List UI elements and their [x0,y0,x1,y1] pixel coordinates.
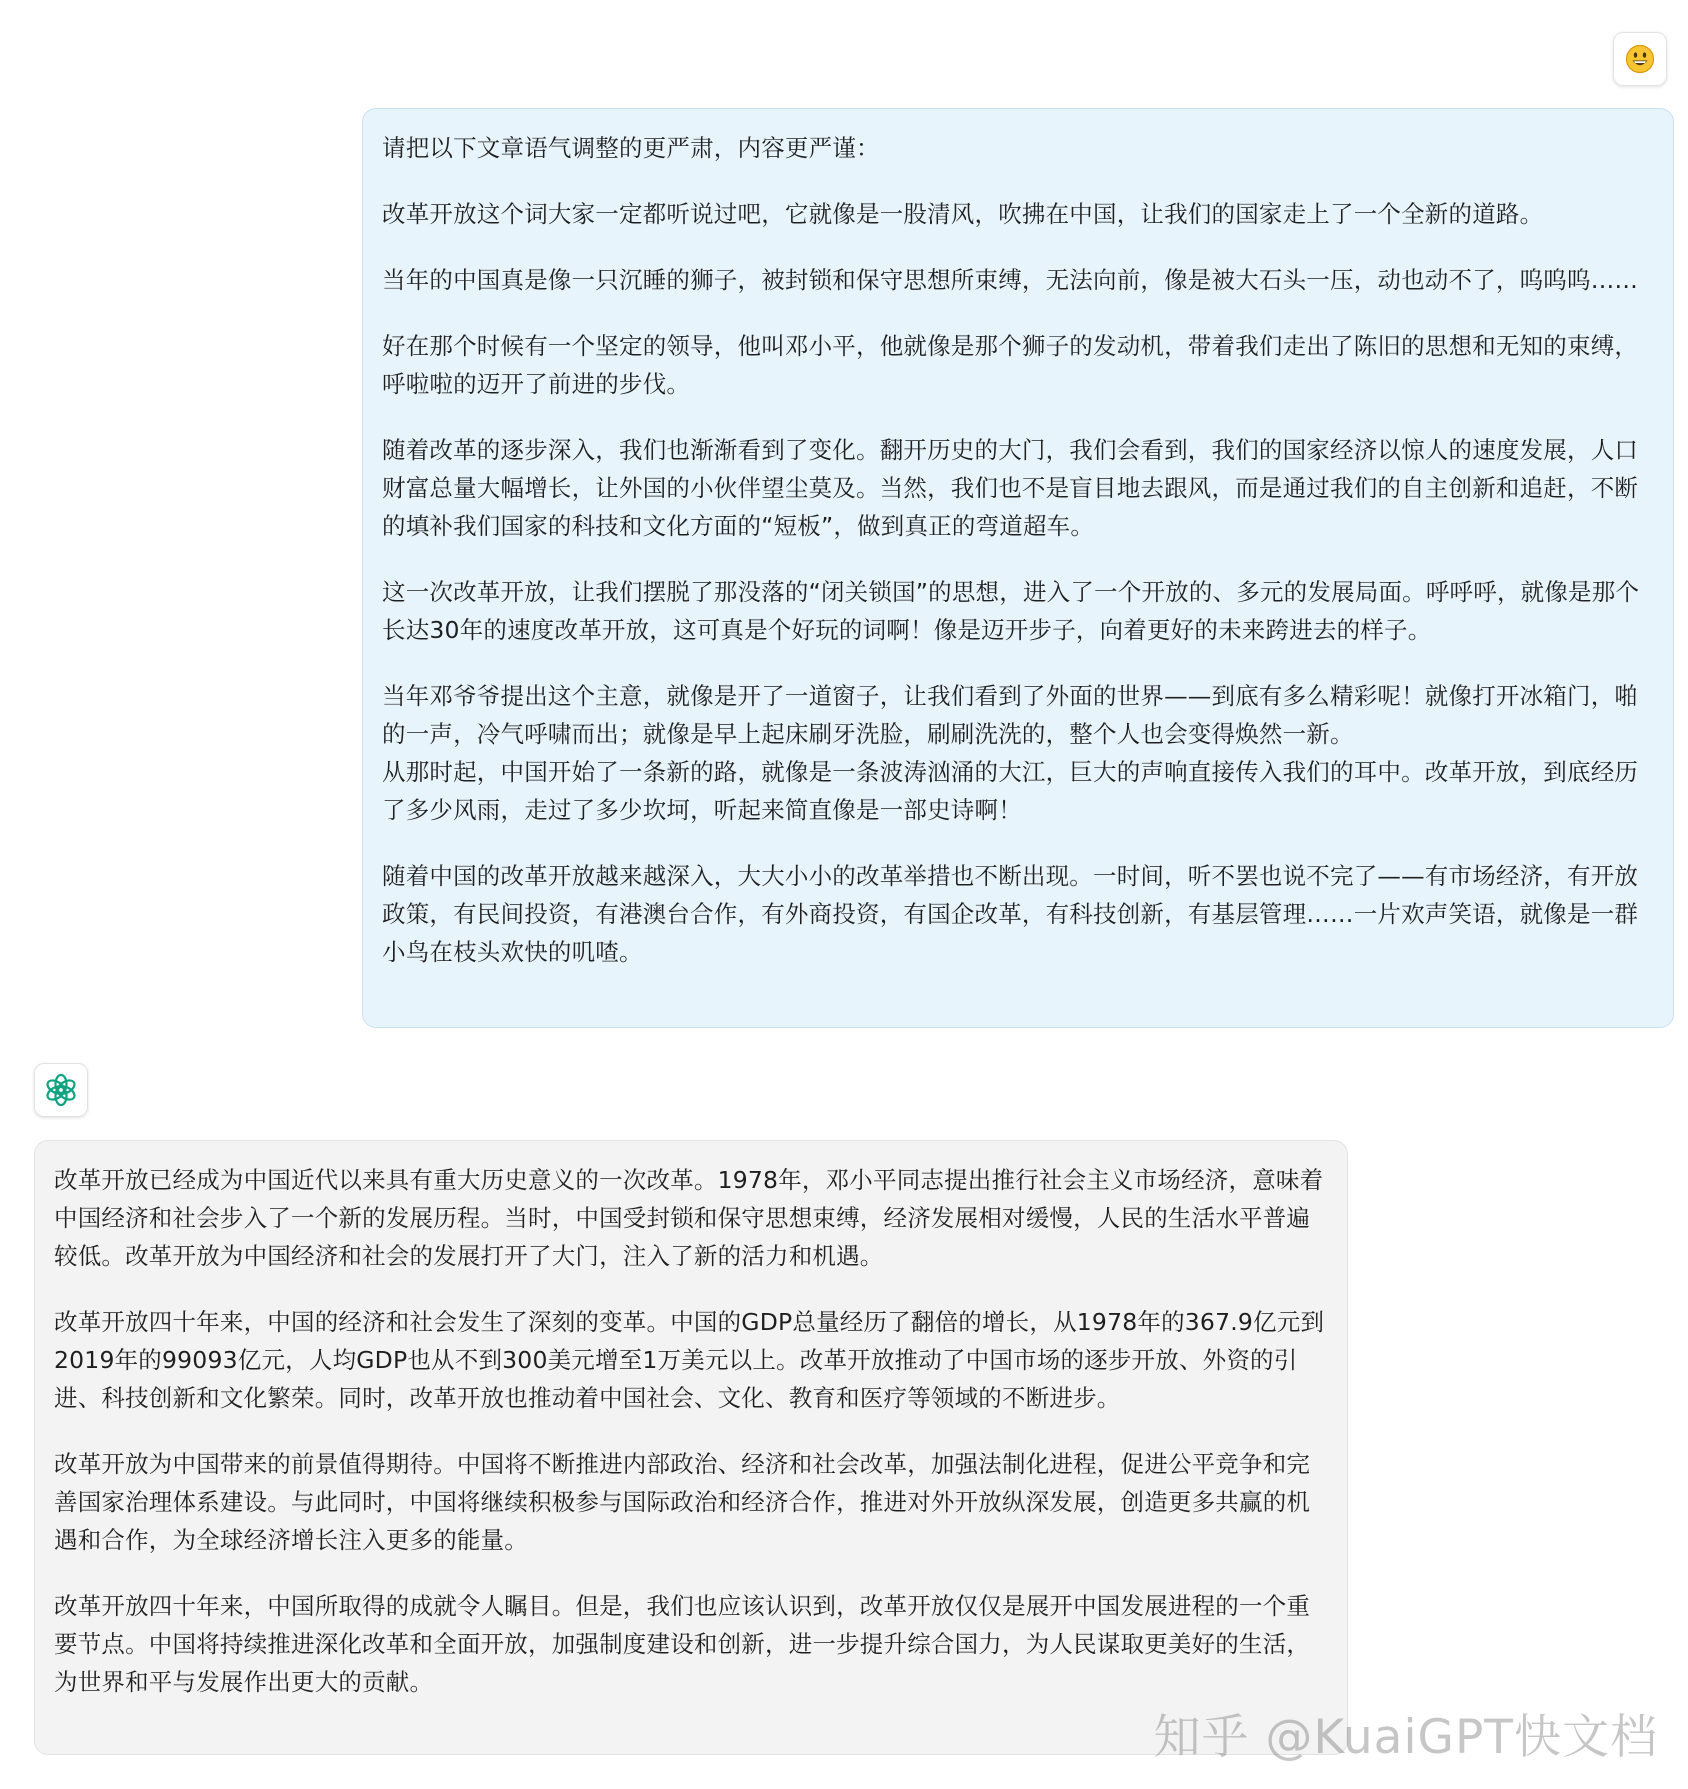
assistant-message-paragraph: 改革开放四十年来，中国所取得的成就令人瞩目。但是，我们也应该认识到，改革开放仅仅是展开中国发展进程的一个重要节点。中国将持续推进深化改革和全面开放，加强制度建设和创新，进一步提升综合国力，为人民谋取更美好的生活，为世界和平与发展作出更大的贡献。 [54,1592,1311,1696]
user-message-paragraph: 随着中国的改革开放越来越深入，大大小小的改革举措也不断出现。一时间，听不罢也说不完了——有市场经济，有开放政策，有民间投资，有港澳台合作，有外商投资，有国企改革，有科技创新，有基层管理……一片欢声笑语，就像是一群小鸟在枝头欢快的叽喳。 [382,862,1639,966]
smiley-emoji-icon [1625,44,1655,74]
user-message-paragraph: 好在那个时候有一个坚定的领导，他叫邓小平，他就像是那个狮子的发动机，带着我们走出了陈旧的思想和无知的束缚，呼啦啦的迈开了前进的步伐。 [382,332,1639,398]
user-message-paragraph: 从那时起，中国开始了一条新的路，就像是一条波涛汹涌的大江，巨大的声响直接传入我们的耳中。改革开放，到底经历了多少风雨，走过了多少坎坷，听起来简直像是一部史诗啊！ [382,758,1639,824]
assistant-message [34,1140,1348,1755]
assistant-message-paragraph: 改革开放四十年来，中国的经济和社会发生了深刻的变革。中国的GDP总量经历了翻倍的增长，从1978年的367.9亿元到2019年的99093亿元，人均GDP也从不到300美元增至1万美元以上。改革开放推动了中国市场的逐步开放、外资的引进、科技创新和文化繁荣。同时，改革开放也推动着中国社会、文化、教育和医疗等领域的不断进步。 [54,1308,1325,1412]
user-message-paragraph: 这一次改革开放，让我们摆脱了那没落的“闭关锁国”的思想，进入了一个开放的、多元的发展局面。呼呼呼，就像是那个长达30年的速度改革开放，这可真是个好玩的词啊！像是迈开步子，向着更好的未来跨进去的样子。 [382,578,1640,644]
user-message [362,108,1674,1028]
watermark: 知乎 @KuaiGPT快文档 [1153,1710,1658,1765]
user-message-paragraph: 随着改革的逐步深入，我们也渐渐看到了变化。翻开历史的大门，我们会看到，我们的国家经济以惊人的速度发展，人口财富总量大幅增长，让外国的小伙伴望尘莫及。当然，我们也不是盲目地去跟风，而是通过我们的自主创新和追赶，不断的填补我们国家的科技和文化方面的“短板”，做到真正的弯道超车。 [382,436,1639,540]
user-message-paragraph: 改革开放这个词大家一定都听说过吧，它就像是一股清风，吹拂在中国，让我们的国家走上了一个全新的道路。 [382,200,1544,228]
user-avatar [1613,32,1667,86]
openai-logo-icon [43,1072,79,1108]
assistant-message-paragraph: 改革开放为中国带来的前景值得期待。中国将不断推进内部政治、经济和社会改革，加强法制化进程，促进公平竞争和完善国家治理体系建设。与此同时，中国将继续积极参与国际政治和经济合作，推进对外开放纵深发展，创造更多共赢的机遇和合作，为全球经济增长注入更多的能量。 [54,1450,1311,1554]
assistant-message-paragraph: 改革开放已经成为中国近代以来具有重大历史意义的一次改革。1978年，邓小平同志提出推行社会主义市场经济，意味着中国经济和社会步入了一个新的发展历程。当时，中国受封锁和保守思想束缚，经济发展相对缓慢，人民的生活水平普遍较低。改革开放为中国经济和社会的发展打开了大门，注入了新的活力和机遇。 [54,1166,1324,1270]
assistant-avatar [34,1063,88,1117]
user-message-paragraph: 当年邓爷爷提出这个主意，就像是开了一道窗子，让我们看到了外面的世界——到底有多么精彩呢！就像打开冰箱门，啪的一声，冷气呼啸而出；就像是早上起床刷牙洗脸，刷刷洗洗的，整个人也会变得焕然一新。 [382,682,1639,748]
user-message-paragraph: 当年的中国真是像一只沉睡的狮子，被封锁和保守思想所束缚，无法向前，像是被大石头一压，动也动不了，呜呜呜…… [382,266,1639,294]
user-message-paragraph: 请把以下文章语气调整的更严肃，内容更严谨： [382,134,880,162]
